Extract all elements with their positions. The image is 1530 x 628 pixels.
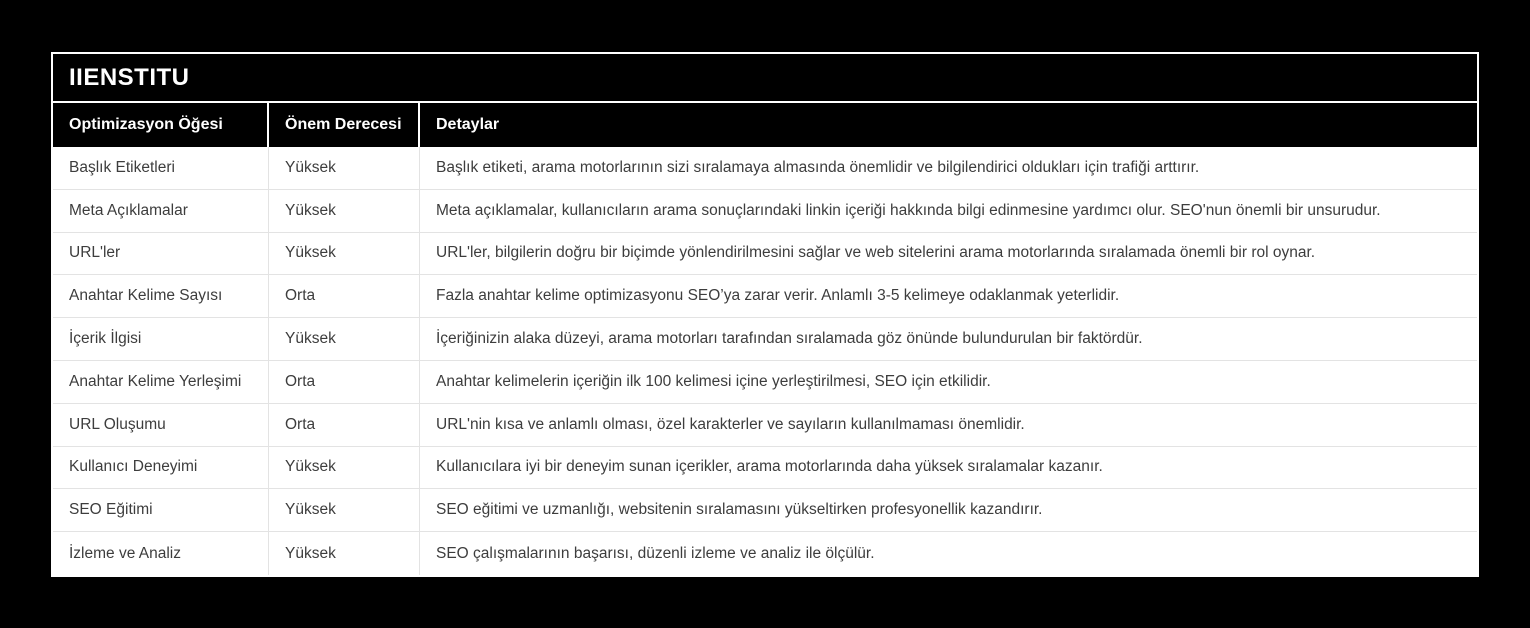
header-cell-optimization-item: Optimizasyon Öğesi [53,103,269,147]
table-row [53,361,1477,404]
table-row [53,532,1477,575]
cell-importance: Yüksek [269,318,420,360]
cell-optimization-item: Meta Açıklamalar [53,190,269,232]
cell-details: URL'ler, bilgilerin doğru bir biçimde yönlendirilmesini sağlar ve web sitelerini arama motorlarında sıralamada önemli bir rol oynar. [436,244,1316,262]
cell-importance: Yüksek [269,489,420,531]
cell-importance: Orta [269,275,420,317]
table-header-row [53,103,1477,147]
cell-optimization-item: Anahtar Kelime Sayısı [53,275,269,317]
table-row [53,233,1477,276]
cell-importance: Orta [269,404,420,446]
cell-optimization-item: Anahtar Kelime Yerleşimi [53,361,269,403]
cell-importance: Orta [269,361,420,403]
cell-importance: Yüksek [269,147,420,189]
table-body [53,147,1477,575]
cell-optimization-item: Kullanıcı Deneyimi [53,447,269,489]
cell-details: Fazla anahtar kelime optimizasyonu SEO’ya zarar verir. Anlamlı 3-5 kelimeye odaklanmak yeterlidir. [436,287,1120,305]
cell-optimization-item: Başlık Etiketleri [53,147,269,189]
cell-details: URL'nin kısa ve anlamlı olması, özel karakterler ve sayıların kullanılmaması önemlidir. [436,415,1025,433]
cell-importance: Yüksek [269,190,420,232]
table-title: IIENSTITU [69,63,190,91]
header-cell-details: Detaylar [436,116,500,133]
table-row [53,190,1477,233]
header-cell-importance: Önem Derecesi [269,103,420,147]
cell-optimization-item: SEO Eğitimi [53,489,269,531]
cell-importance: Yüksek [269,532,420,575]
table-row [53,147,1477,190]
cell-details: SEO çalışmalarının başarısı, düzenli izleme ve analiz ile ölçülür. [436,544,875,562]
table-row [53,318,1477,361]
table-row [53,447,1477,490]
cell-details: Anahtar kelimelerin içeriğin ilk 100 kelimesi içine yerleştirilmesi, SEO için etkilidir. [436,372,991,390]
cell-details: Başlık etiketi, arama motorlarının sizi sıralamaya almasında önemlidir ve bilgilendirici oldukları için trafiği arttırır. [436,158,1200,176]
cell-details: SEO eğitimi ve uzmanlığı, websitenin sıralamasını yükseltirken profesyonellik kazandırır. [436,501,1043,519]
table-title-bar [53,54,1477,103]
cell-importance: Yüksek [269,233,420,275]
seo-table-frame [51,52,1479,577]
cell-optimization-item: İzleme ve Analiz [53,532,269,575]
cell-importance: Yüksek [269,447,420,489]
table-row [53,275,1477,318]
cell-details: Meta açıklamalar, kullanıcıların arama sonuçlarındaki linkin içeriği hakkında bilgi edinmesine yardımcı olur. SEO'nun önemli bir unsurudur. [436,201,1381,219]
cell-details: İçeriğinizin alaka düzeyi, arama motorları tarafından sıralamada göz önünde bulundurulan bir faktördür. [436,330,1143,348]
cell-details: Kullanıcılara iyi bir deneyim sunan içerikler, arama motorlarında daha yüksek sıralamalar kazanır. [436,458,1103,476]
table-row [53,404,1477,447]
cell-optimization-item: İçerik İlgisi [53,318,269,360]
cell-optimization-item: URL'ler [53,233,269,275]
cell-optimization-item: URL Oluşumu [53,404,269,446]
table-row [53,489,1477,532]
